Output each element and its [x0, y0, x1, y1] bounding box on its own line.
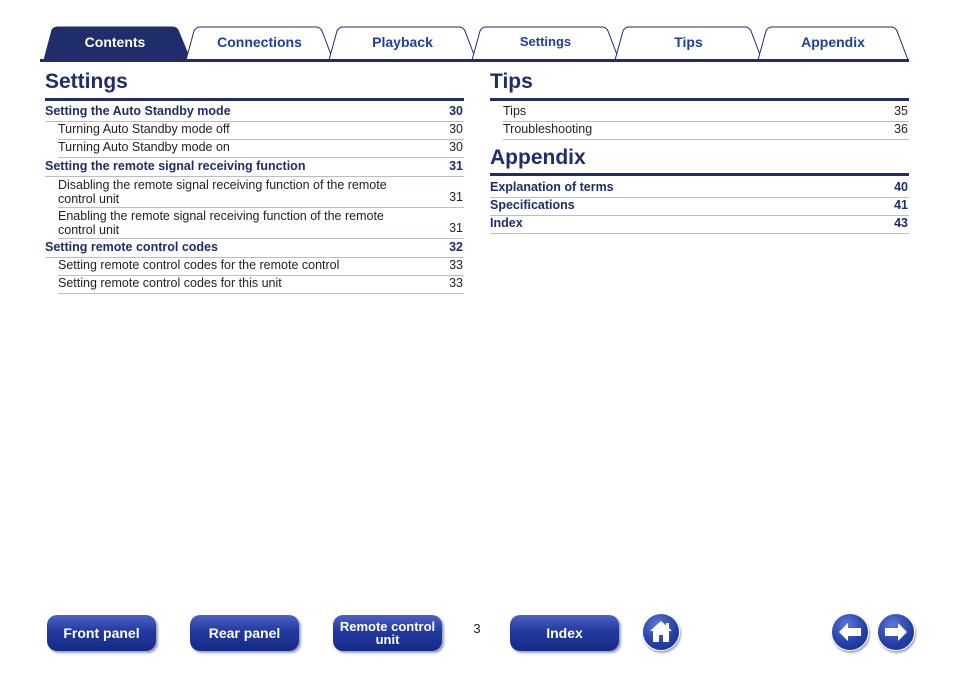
- toc-entry-text: Enabling the remote signal receiving function of the remote control unit: [58, 209, 384, 237]
- settings-toc: [45, 104, 464, 294]
- arrow-right-icon: [878, 614, 914, 650]
- index-button[interactable]: Index: [510, 615, 619, 651]
- toc-page-number: 30: [449, 104, 463, 118]
- toc-row[interactable]: [45, 104, 464, 122]
- toc-page-number: 36: [894, 122, 908, 136]
- toc-row[interactable]: [503, 104, 909, 122]
- toc-entry-text: Setting the Auto Standby mode: [45, 104, 231, 118]
- appendix-heading: Appendix: [490, 146, 586, 169]
- tab-contents[interactable]: [40, 26, 190, 60]
- toc-page-number: 30: [449, 122, 463, 136]
- settings-heading: Settings: [45, 70, 128, 93]
- tab-label: Tips: [674, 34, 703, 50]
- toc-row[interactable]: [45, 239, 464, 258]
- toc-entry-text: Tips: [503, 104, 527, 118]
- toc-page-number: 33: [449, 276, 463, 290]
- tab-label: Connections: [217, 34, 302, 50]
- toc-row[interactable]: [490, 198, 909, 216]
- back-button[interactable]: [831, 613, 869, 651]
- tips-toc: [490, 104, 909, 140]
- settings-rule: [45, 98, 464, 101]
- toc-page-number: 30: [449, 140, 463, 154]
- toc-entry-text: Setting remote control codes for this unit: [58, 276, 282, 290]
- toc-entry-text: Explanation of terms: [490, 180, 614, 194]
- toc-entry-text: Troubleshooting: [503, 122, 593, 136]
- tab-label: Appendix: [801, 34, 865, 50]
- toc-entry-text: Setting the remote signal receiving function: [45, 159, 306, 173]
- button-label-line2: unit: [375, 632, 400, 647]
- toc-page-number: 41: [894, 198, 908, 212]
- button-label-line1: Remote control: [339, 619, 436, 634]
- toc-page-number: 43: [894, 216, 908, 230]
- toc-entry-text: Turning Auto Standby mode off: [58, 122, 230, 136]
- page-number: 3: [473, 621, 481, 636]
- tips-rule: [490, 98, 909, 101]
- tab-label: Settings: [519, 34, 572, 49]
- toc-page-number: 33: [449, 258, 463, 272]
- toc-page-number: 32: [449, 240, 463, 254]
- appendix-rule: [490, 173, 909, 176]
- toc-entry-text: Setting remote control codes for the remote control: [58, 258, 340, 272]
- appendix-toc: [490, 180, 909, 234]
- toc-page-number: 31: [449, 190, 463, 204]
- tips-heading: Tips: [490, 70, 533, 93]
- toc-row[interactable]: [58, 177, 464, 208]
- toc-row[interactable]: [490, 180, 909, 198]
- tab-settings[interactable]: [472, 26, 619, 60]
- toc-page-number: 31: [449, 221, 463, 235]
- home-button[interactable]: [642, 613, 680, 651]
- front-panel-button[interactable]: Front panel: [47, 615, 156, 651]
- toc-row[interactable]: [503, 122, 909, 140]
- toc-entry-text: Disabling the remote signal receiving function of the remote control unit: [58, 178, 387, 206]
- toc-entry-text: Specifications: [490, 198, 575, 212]
- tab-playback[interactable]: [329, 26, 476, 60]
- toc-page-number: 40: [894, 180, 908, 194]
- toc-entry-text: Setting remote control codes: [45, 240, 218, 254]
- home-icon: [643, 614, 679, 650]
- tab-connections[interactable]: [186, 26, 333, 60]
- tab-label: Contents: [84, 34, 146, 50]
- arrow-left-icon: [832, 614, 868, 650]
- toc-entry-text: Turning Auto Standby mode on: [58, 140, 230, 154]
- toc-row[interactable]: [490, 216, 909, 234]
- toc-entry-text: Index: [490, 216, 523, 230]
- toc-row[interactable]: [58, 122, 464, 140]
- toc-page-number: 31: [449, 159, 463, 173]
- toc-row[interactable]: [58, 140, 464, 158]
- tab-underline: [40, 59, 909, 62]
- toc-row[interactable]: [58, 258, 464, 276]
- toc-page-number: 35: [894, 104, 908, 118]
- tab-appendix[interactable]: [758, 26, 908, 60]
- forward-button[interactable]: [877, 613, 915, 651]
- toc-row[interactable]: [45, 158, 464, 177]
- toc-row[interactable]: [58, 208, 464, 239]
- remote-control-unit-button[interactable]: [333, 615, 442, 651]
- tab-bar: [40, 26, 909, 62]
- tab-tips[interactable]: [615, 26, 762, 60]
- rear-panel-button[interactable]: Rear panel: [190, 615, 299, 651]
- tab-label: Playback: [372, 34, 433, 50]
- toc-row[interactable]: [58, 276, 464, 294]
